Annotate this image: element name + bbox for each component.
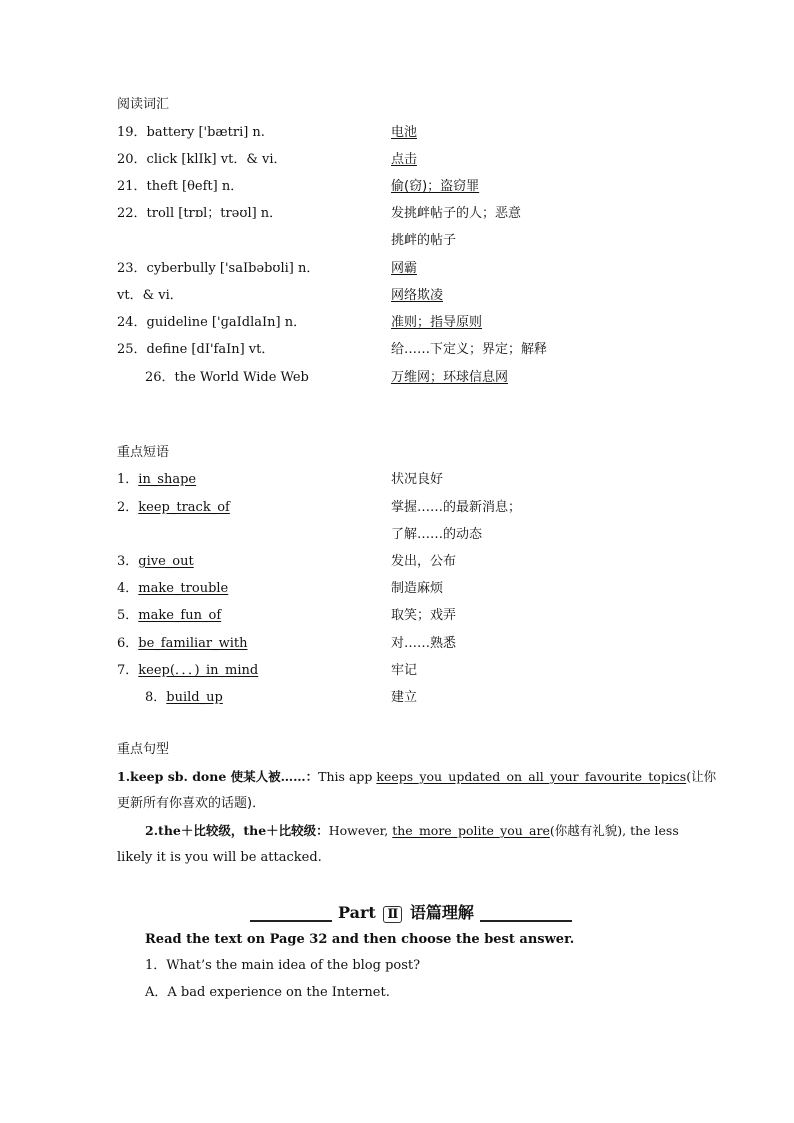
- phrase-meaning: 发出，公布: [391, 554, 457, 569]
- part-word: Part: [338, 903, 376, 922]
- sentence-note: (让你: [686, 769, 717, 784]
- vocab-item-en: 22．troll [trɒl；trəʊl] n．: [117, 206, 283, 221]
- sentence-note: (你越有礼貌), the less: [549, 823, 679, 838]
- vocab-item-en: 23．cyberbully ['saIbəbʊli] n．: [117, 261, 320, 276]
- reading-instruction: Read the text on Page 32 and then choose the best answer.: [145, 932, 575, 947]
- phrase-answer: build_up: [166, 690, 223, 705]
- sentence-pattern-label: 1.keep sb. done 使某人被……：: [117, 769, 319, 784]
- vocab-item-en: 19．battery ['bætri] n.: [117, 125, 265, 140]
- phrase-item: [117, 554, 194, 570]
- sentence-pattern-2-cont: likely it is you will be attacked.: [117, 850, 322, 865]
- sentence-answer: keeps_you_updated_on_all_your_favourite_topics: [376, 769, 687, 784]
- vocab-item-zh: 给……下定义；界定；解释: [391, 342, 548, 357]
- phrase-number: 3．: [117, 554, 139, 569]
- phrase-meaning-cont: 了解……的动态: [391, 527, 483, 542]
- vocab-item-en: 21．theft [θeft] n．: [117, 179, 244, 194]
- phrase-item: [117, 636, 248, 652]
- phrase-answer: make_fun_of: [138, 608, 222, 623]
- vocab-item-zh: 偷(窃)；盗窃罪: [391, 179, 480, 194]
- phrase-meaning: 建立: [391, 690, 418, 705]
- sentence-pattern-1-cont: 更新所有你喜欢的话题)．: [117, 796, 266, 811]
- key-phrases-heading: 重点短语: [117, 445, 170, 460]
- vocab-item-zh: 网霸: [391, 261, 418, 276]
- vocab-item-en: 25．define [dI'faIn] vt．: [117, 342, 275, 357]
- sentence-pattern-2: [145, 823, 679, 839]
- vocab-item-zh: 电池: [391, 125, 418, 140]
- vocab-item-zh-cont: 挑衅的帖子: [391, 233, 457, 248]
- sentence-pattern-label: 2.the＋比较级，the＋比较级：: [145, 823, 329, 838]
- vocab-item-zh: 网络欺凌: [391, 288, 444, 303]
- phrase-item: [145, 690, 223, 706]
- phrase-number: 8．: [145, 690, 167, 705]
- phrase-meaning: 取笑；戏弄: [391, 608, 457, 623]
- phrase-answer: make_trouble: [138, 581, 229, 596]
- question-1: 1．What’s the main idea of the blog post?: [145, 958, 421, 973]
- vocab-item-en: 26．the World Wide Web: [145, 370, 309, 385]
- phrase-meaning: 牢记: [391, 663, 418, 678]
- vocab-item-zh: 万维网；环球信息网: [391, 370, 509, 385]
- vocab-item-zh: 发挑衅帖子的人；恶意: [391, 206, 522, 221]
- part-title: [332, 900, 480, 923]
- phrase-answer: in_shape: [138, 472, 197, 487]
- vocab-item-en: 20．click [klIk] vt．& vi．: [117, 152, 287, 167]
- sentence-answer: the_more_polite_you_are: [392, 823, 550, 838]
- vocab-item-zh: 点击: [391, 152, 418, 167]
- phrase-number: 1．: [117, 472, 139, 487]
- sentence-text: However,: [328, 823, 393, 838]
- phrase-item: [117, 663, 258, 679]
- phrase-number: 5．: [117, 608, 139, 623]
- phrase-item: [117, 472, 196, 488]
- phrase-meaning: 状况良好: [391, 472, 444, 487]
- phrase-answer: give_out: [138, 554, 194, 569]
- phrase-item: [117, 608, 221, 624]
- phrase-item: [117, 581, 228, 597]
- phrase-number: 7．: [117, 663, 139, 678]
- part-title-zh: 语篇理解: [409, 903, 474, 922]
- vocab-item-en: vt．& vi．: [117, 288, 183, 303]
- question-1-option-a: A．A bad experience on the Internet.: [145, 985, 390, 1000]
- part-roman-numeral: Ⅱ: [383, 906, 402, 923]
- phrase-number: 2．: [117, 500, 139, 515]
- phrase-meaning: 制造麻烦: [391, 581, 444, 596]
- reading-vocab-heading: 阅读词汇: [117, 97, 170, 112]
- phrase-item: [117, 500, 230, 516]
- phrase-meaning: 对……熟悉: [391, 636, 457, 651]
- phrase-meaning: 掌握……的最新消息；: [391, 500, 522, 515]
- phrase-number: 6．: [117, 636, 139, 651]
- phrase-answer: keep_track_of: [138, 500, 230, 515]
- vocab-item-en: 24．guideline ['ɡaIdlaIn] n．: [117, 315, 307, 330]
- phrase-number: 4．: [117, 581, 139, 596]
- part-banner: [250, 898, 572, 928]
- sentence-pattern-1: [117, 769, 716, 785]
- key-sentences-heading: 重点句型: [117, 742, 170, 757]
- sentence-text: This app: [318, 769, 377, 784]
- phrase-answer: keep(．．．)_in_mind: [138, 663, 259, 678]
- phrase-answer: be_familiar_with: [138, 636, 248, 651]
- vocab-item-zh: 准则；指导原则: [391, 315, 483, 330]
